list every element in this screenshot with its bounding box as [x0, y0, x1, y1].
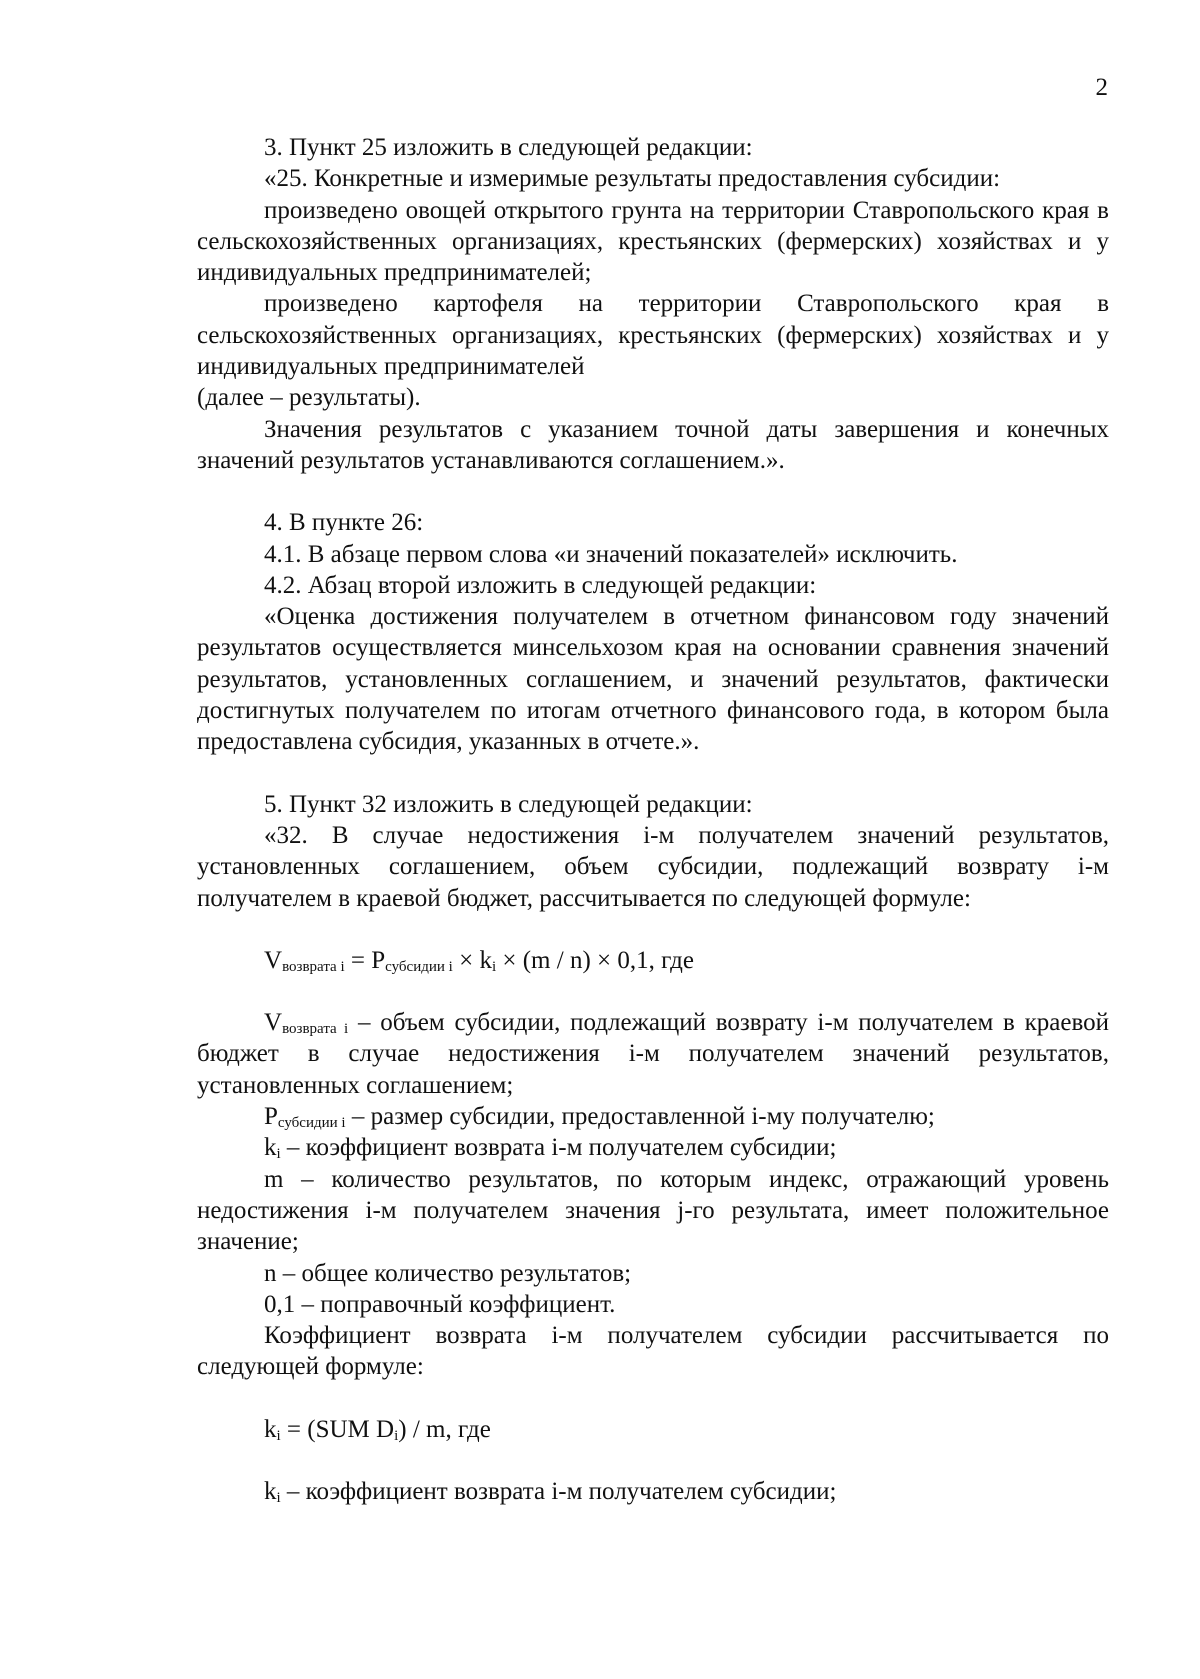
- definition-k2-sub: i: [276, 1489, 281, 1506]
- definition-k-2: [197, 1476, 1109, 1507]
- definition-correction: 0,1 – поправочный коэффициент.: [264, 1290, 616, 1318]
- formula2-k: k: [264, 1415, 277, 1443]
- formula-coefficient: [197, 1414, 1109, 1445]
- formula1-eq: = P: [344, 946, 386, 974]
- section3-paragraph-3: произведено картофеля на территории Ставропольского края в сельскохозяйственных организациях, крестьянских (фермерских) хозяйствах и у индивидуальных предпринимателей: [197, 290, 1109, 381]
- definition-m: m – количество результатов, по которым индекс, отражающий уровень недостижения i-м получателем значения j-го результата, имеет положительное значение;: [197, 1165, 1109, 1256]
- formula2-mid: = (SUM D: [280, 1415, 395, 1443]
- definition-p-sub: субсидии i: [277, 1115, 346, 1132]
- formula1-mid: × k: [452, 946, 492, 974]
- formula1-tail: × (m / n) × 0,1, где: [496, 946, 694, 974]
- formula1-v-sub: возврата i: [282, 958, 345, 975]
- definition-k-text: – коэффициент возврата i-м получателем субсидии;: [280, 1134, 837, 1162]
- section4-paragraph-2: 4.2. Абзац второй изложить в следующей редакции:: [264, 571, 817, 599]
- section4-paragraph-3: «Оценка достижения получателем в отчетном финансовом году значений результатов осуществляется минсельхозом края на основании сравнения значений результатов, установленных соглашением, и значений результатов, фактически достигнутых получателем по итогам отчетного финансового года, в котором была предоставлена субсидия, указанных в отчете.».: [197, 603, 1109, 756]
- definition-n: n – общее количество результатов;: [264, 1259, 632, 1287]
- definition-v-sub: возврата i: [282, 1021, 349, 1038]
- formula2-d-sub: i: [394, 1427, 399, 1444]
- page-number: 2: [1095, 74, 1108, 101]
- formula1-v: V: [264, 946, 283, 974]
- coefficient-paragraph: Коэффициент возврата i-м получателем субсидии рассчитывается по следующей формуле:: [197, 1322, 1109, 1381]
- section3-paragraph-5: Значения результатов с указанием точной даты завершения и конечных значений результатов устанавливаются соглашением.».: [197, 415, 1109, 474]
- definition-v-symbol: V: [264, 1009, 283, 1037]
- formula2-k-sub: i: [276, 1427, 281, 1444]
- definition-v-text: – объем субсидии, подлежащий возврату i-м получателем в краевой бюджет в случае недостижения i-м получателем значений результатов, установленных соглашением;: [197, 1009, 1109, 1099]
- definition-k2-symbol: k: [264, 1477, 277, 1505]
- definition-k-sub: i: [276, 1146, 281, 1163]
- section5-paragraph-1: «32. В случае недостижения i-м получателем значений результатов, установленных соглашением, объем субсидии, подлежащий возврату i-м получателем в краевой бюджет, рассчитывается по следующей формуле:: [197, 821, 1109, 912]
- section3-paragraph-4: (далее – результаты).: [197, 384, 421, 412]
- section3-heading: 3. Пункт 25 изложить в следующей редакции:: [264, 134, 753, 161]
- section3-paragraph-2: произведено овощей открытого грунта на территории Ставропольского края в сельскохозяйственных организациях, крестьянских (фермерских) хозяйствах и у индивидуальных предпринимателей;: [197, 196, 1109, 287]
- definition-k-symbol: k: [264, 1134, 277, 1162]
- formula-return-volume: [197, 945, 1109, 976]
- formula1-k-sub: i: [491, 958, 497, 975]
- section5-heading: 5. Пункт 32 изложить в следующей редакции:: [264, 790, 753, 818]
- formula1-p-sub: субсидии i: [385, 958, 453, 975]
- definition-p-text: – размер субсидии, предоставленной i-му получателю;: [345, 1103, 935, 1131]
- section4-paragraph-1: 4.1. В абзаце первом слова «и значений показателей» исключить.: [264, 540, 958, 568]
- definition-p-symbol: P: [264, 1103, 278, 1131]
- definition-v: [197, 1007, 1109, 1101]
- definition-k: [197, 1132, 1109, 1163]
- section4-heading: 4. В пункте 26:: [264, 509, 424, 537]
- definition-p: [197, 1101, 1109, 1132]
- formula2-tail: ) / m, где: [398, 1415, 491, 1443]
- document-body: [197, 132, 1109, 1507]
- definition-k2-text: – коэффициент возврата i-м получателем субсидии;: [280, 1477, 837, 1505]
- section3-paragraph-1: «25. Конкретные и измеримые результаты предоставления субсидии:: [264, 165, 1001, 193]
